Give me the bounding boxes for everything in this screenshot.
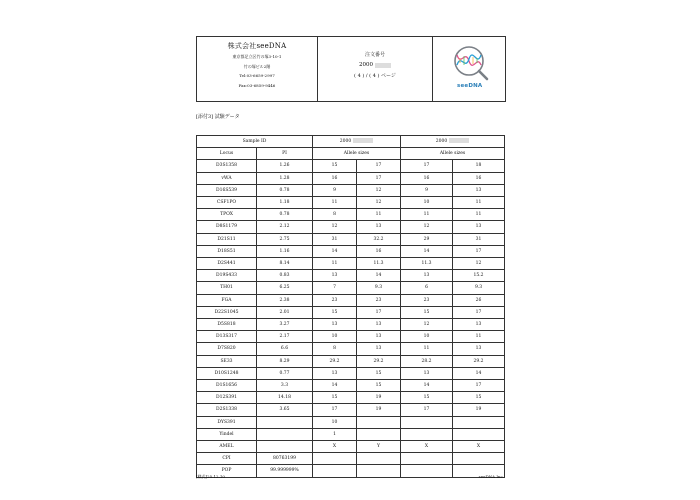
sample1-allele1: 12 — [313, 221, 357, 233]
locus-cell: D7S820 — [197, 343, 257, 355]
sample1-allele2: 19 — [357, 392, 401, 404]
sample1-allele1: 29.2 — [313, 355, 357, 367]
pi-cell: 2.12 — [257, 221, 313, 233]
order-number: 2000 — [359, 62, 373, 68]
table-row — [197, 221, 505, 233]
locus-cell: TPOX — [197, 209, 257, 221]
sample1-allele2 — [357, 465, 401, 477]
sample2-allele2: 14 — [453, 367, 505, 379]
sample2-allele2: 17 — [453, 245, 505, 257]
pi-cell: 3.3 — [257, 380, 313, 392]
sample1-allele1: 13 — [313, 319, 357, 331]
sample1-allele2 — [357, 428, 401, 440]
sample2-allele1: 13 — [401, 270, 453, 282]
sample2-allele1: 17 — [401, 404, 453, 416]
table-row — [197, 209, 505, 221]
sample1-allele2: 17 — [357, 172, 401, 184]
pi-cell: 2.75 — [257, 233, 313, 245]
table-row — [197, 453, 505, 465]
order-number-row — [318, 62, 432, 68]
col-pi-header: PI — [257, 148, 313, 160]
locus-cell: D12S391 — [197, 392, 257, 404]
sample2-allele2: 19 — [453, 404, 505, 416]
table-row — [197, 172, 505, 184]
sample1-allele2: 23 — [357, 294, 401, 306]
locus-cell: vWA — [197, 172, 257, 184]
redaction-mask — [353, 138, 373, 143]
sample2-allele1: 23 — [401, 294, 453, 306]
table-row — [197, 270, 505, 282]
locus-cell: D1S1656 — [197, 380, 257, 392]
sample1-allele1: 13 — [313, 270, 357, 282]
table-row — [197, 184, 505, 196]
locus-cell: D21S11 — [197, 233, 257, 245]
locus-cell: FGA — [197, 294, 257, 306]
sample1-allele2: 15 — [357, 380, 401, 392]
sample1-allele1: 15 — [313, 306, 357, 318]
sample1-allele1: 8 — [313, 209, 357, 221]
locus-cell: D10S1248 — [197, 367, 257, 379]
table-row — [197, 294, 505, 306]
table-row — [197, 160, 505, 172]
table-row — [197, 258, 505, 270]
sample2-allele2 — [453, 428, 505, 440]
pi-cell: 2.38 — [257, 294, 313, 306]
table-subheader-row — [197, 148, 505, 160]
sample2-allele1 — [401, 465, 453, 477]
sample1-allele2 — [357, 416, 401, 428]
sample2-allele1: 11 — [401, 209, 453, 221]
sample1-allele1: 14 — [313, 245, 357, 257]
sample2-allele2: 13 — [453, 221, 505, 233]
sample2-allele1: 14 — [401, 245, 453, 257]
allele-sizes-header-2: Allele sizes — [401, 148, 505, 160]
sample1-allele1: 7 — [313, 282, 357, 294]
sample2-allele2: 12 — [453, 258, 505, 270]
table-row — [197, 416, 505, 428]
pi-cell: 0.77 — [257, 367, 313, 379]
section-title: [添付3] 試験データ — [196, 114, 240, 120]
sample2-allele1: 16 — [401, 172, 453, 184]
sample2-allele1: 11 — [401, 343, 453, 355]
order-label: 注文番号 — [364, 52, 385, 58]
sample2-allele2: 11 — [453, 197, 505, 209]
table-row — [197, 245, 505, 257]
company-name: 株式会社seeDNA — [227, 42, 287, 50]
sample2-allele1: 17 — [401, 160, 453, 172]
sample1-allele1: 11 — [313, 258, 357, 270]
pi-cell: 14.18 — [257, 392, 313, 404]
sample2-allele2: 16 — [453, 172, 505, 184]
locus-cell: D18S51 — [197, 245, 257, 257]
sample2-allele1: 15 — [401, 392, 453, 404]
pi-cell — [257, 416, 313, 428]
sample1-allele2: 16 — [357, 245, 401, 257]
sample2-allele2: 17 — [453, 306, 505, 318]
table-row — [197, 380, 505, 392]
table-row — [197, 428, 505, 440]
pi-cell — [257, 441, 313, 453]
sample2-allele2: 18 — [453, 160, 505, 172]
logo-cell — [433, 37, 505, 101]
locus-cell: CPI — [197, 453, 257, 465]
sample2-allele1: 14 — [401, 380, 453, 392]
locus-cell: D3S1358 — [197, 160, 257, 172]
pi-cell: 0.83 — [257, 270, 313, 282]
sample2-allele1: 15 — [401, 306, 453, 318]
sample2-allele1: 29 — [401, 233, 453, 245]
sample1-allele1: 15 — [313, 392, 357, 404]
sample1-allele2: 29.2 — [357, 355, 401, 367]
pi-cell: 1.16 — [257, 245, 313, 257]
redaction-mask — [375, 63, 391, 68]
pi-cell: 0.78 — [257, 209, 313, 221]
locus-cell: D16S539 — [197, 184, 257, 196]
table-row — [197, 404, 505, 416]
locus-cell: D8S1179 — [197, 221, 257, 233]
sample2-allele2 — [453, 416, 505, 428]
sample2-allele2: 11 — [453, 209, 505, 221]
sample1-allele1: 31 — [313, 233, 357, 245]
table-row — [197, 319, 505, 331]
sample1-allele2: 15 — [357, 367, 401, 379]
redaction-mask — [449, 138, 469, 143]
sample2-allele2: 13 — [453, 343, 505, 355]
sample1-allele2: 17 — [357, 306, 401, 318]
pi-cell: 3.27 — [257, 319, 313, 331]
sample2-allele2: 15 — [453, 392, 505, 404]
table-row — [197, 392, 505, 404]
sample1-allele1: 17 — [313, 404, 357, 416]
table-row — [197, 233, 505, 245]
table-row — [197, 306, 505, 318]
sample2-allele2: 15.2 — [453, 270, 505, 282]
sample2-allele1: 13 — [401, 367, 453, 379]
locus-cell: CSF1PO — [197, 197, 257, 209]
sample2-allele1 — [401, 416, 453, 428]
sample2-allele2: 26 — [453, 294, 505, 306]
sample2-id-cell — [401, 136, 505, 148]
table-row — [197, 343, 505, 355]
sample1-id-cell — [313, 136, 401, 148]
sample1-allele1: 10 — [313, 331, 357, 343]
sample2-id: 2000 — [435, 139, 448, 144]
sample1-allele1: 8 — [313, 343, 357, 355]
sample2-allele2: 11 — [453, 331, 505, 343]
table-header-row — [197, 136, 505, 148]
col-locus-header: Locus — [197, 148, 257, 160]
sample2-allele1: 12 — [401, 221, 453, 233]
company-building: 竹の塚ビル2階 — [243, 63, 271, 69]
pi-cell: 1.28 — [257, 172, 313, 184]
locus-cell: D19S433 — [197, 270, 257, 282]
report-sheet — [196, 36, 506, 484]
locus-cell: D2S441 — [197, 258, 257, 270]
sample1-allele2: 13 — [357, 221, 401, 233]
table-row — [197, 441, 505, 453]
company-tel: Tel:03-6659-2997 — [239, 73, 275, 78]
sample1-allele2: 13 — [357, 331, 401, 343]
pi-cell: 99.999999% — [257, 465, 313, 477]
pi-cell: 1.18 — [257, 197, 313, 209]
logo-text: seeDNA — [457, 83, 483, 89]
sample2-allele1: 6 — [401, 282, 453, 294]
sample1-allele1: 15 — [313, 160, 357, 172]
table-row — [197, 282, 505, 294]
sample2-allele1: 11.3 — [401, 258, 453, 270]
locus-cell: TH01 — [197, 282, 257, 294]
order-info — [318, 37, 433, 101]
sample1-allele2: 17 — [357, 160, 401, 172]
table-row — [197, 197, 505, 209]
sample1-allele2: 9.3 — [357, 282, 401, 294]
sample1-allele2: 32.2 — [357, 233, 401, 245]
company-footer: seeDNA Inc. — [478, 474, 504, 479]
sample2-allele1: 12 — [401, 319, 453, 331]
sample1-allele2: 13 — [357, 343, 401, 355]
locus-cell: SE33 — [197, 355, 257, 367]
sample-id-label: Sample ID — [197, 136, 313, 148]
table-row — [197, 355, 505, 367]
sample2-allele1: X — [401, 441, 453, 453]
report-header — [196, 36, 506, 102]
sample1-allele2: 11 — [357, 209, 401, 221]
company-info — [197, 37, 318, 101]
table-row — [197, 331, 505, 343]
sample1-allele1: X — [313, 441, 357, 453]
locus-cell: D2S1338 — [197, 404, 257, 416]
sample1-allele2: 12 — [357, 197, 401, 209]
company-fax: Fax:03-6859-9446 — [238, 82, 276, 88]
pi-cell — [257, 428, 313, 440]
sample2-allele2: 31 — [453, 233, 505, 245]
sample2-allele1: 10 — [401, 331, 453, 343]
table-row — [197, 367, 505, 379]
sample1-allele1: 16 — [313, 172, 357, 184]
sample2-allele2: 17 — [453, 380, 505, 392]
sample2-allele2: X — [453, 441, 505, 453]
sample1-allele1: 1 — [313, 428, 357, 440]
locus-cell: D13S317 — [197, 331, 257, 343]
sample2-allele1 — [401, 453, 453, 465]
locus-cell: DYS391 — [197, 416, 257, 428]
sample2-allele2 — [453, 453, 505, 465]
sample1-allele2: 11.3 — [357, 258, 401, 270]
pi-cell: 8.29 — [257, 355, 313, 367]
sample2-allele2: 29.2 — [453, 355, 505, 367]
sample1-allele2: Y — [357, 441, 401, 453]
locus-cell: D22S1045 — [197, 306, 257, 318]
sample2-allele1: 28.2 — [401, 355, 453, 367]
sample1-allele1: 23 — [313, 294, 357, 306]
locus-cell: AMEL — [197, 441, 257, 453]
sample1-allele2: 19 — [357, 404, 401, 416]
sample1-allele2: 12 — [357, 184, 401, 196]
sample2-allele2: 13 — [453, 184, 505, 196]
sample1-allele1: 13 — [313, 367, 357, 379]
sample1-allele1 — [313, 453, 357, 465]
pi-cell: 3.65 — [257, 404, 313, 416]
sample1-allele1: 14 — [313, 380, 357, 392]
sample1-allele1: 9 — [313, 184, 357, 196]
sample2-allele1 — [401, 428, 453, 440]
pi-cell: 1.26 — [257, 160, 313, 172]
sample1-allele1: 11 — [313, 197, 357, 209]
allele-sizes-header-1: Allele sizes — [313, 148, 401, 160]
company-address: 東京都足立区竹の塚3-10-1 — [232, 54, 282, 59]
sample1-id: 2000 — [339, 139, 352, 144]
pi-cell: 80763199 — [257, 453, 313, 465]
pi-cell: 2.17 — [257, 331, 313, 343]
form-code: [様式]25.12.10 — [196, 474, 225, 479]
pi-cell: 6.6 — [257, 343, 313, 355]
sample2-allele2: 13 — [453, 319, 505, 331]
sample2-allele1: 9 — [401, 184, 453, 196]
locus-cell: Yindel — [197, 428, 257, 440]
str-data-table — [196, 135, 505, 478]
sample2-allele1: 10 — [401, 197, 453, 209]
sample1-allele2 — [357, 453, 401, 465]
pi-cell: 8.14 — [257, 258, 313, 270]
pi-cell: 0.78 — [257, 184, 313, 196]
sample1-allele2: 14 — [357, 270, 401, 282]
sample1-allele1 — [313, 465, 357, 477]
locus-cell: POP — [197, 465, 257, 477]
sample2-allele2: 9.3 — [453, 282, 505, 294]
table-row — [197, 465, 505, 477]
pi-cell: 6.25 — [257, 282, 313, 294]
locus-cell: D5S818 — [197, 319, 257, 331]
page-indicator: ( 4 ) / ( 4 ) ページ — [354, 73, 396, 79]
sample1-allele2: 13 — [357, 319, 401, 331]
sample1-allele1: 10 — [313, 416, 357, 428]
pi-cell: 2.01 — [257, 306, 313, 318]
